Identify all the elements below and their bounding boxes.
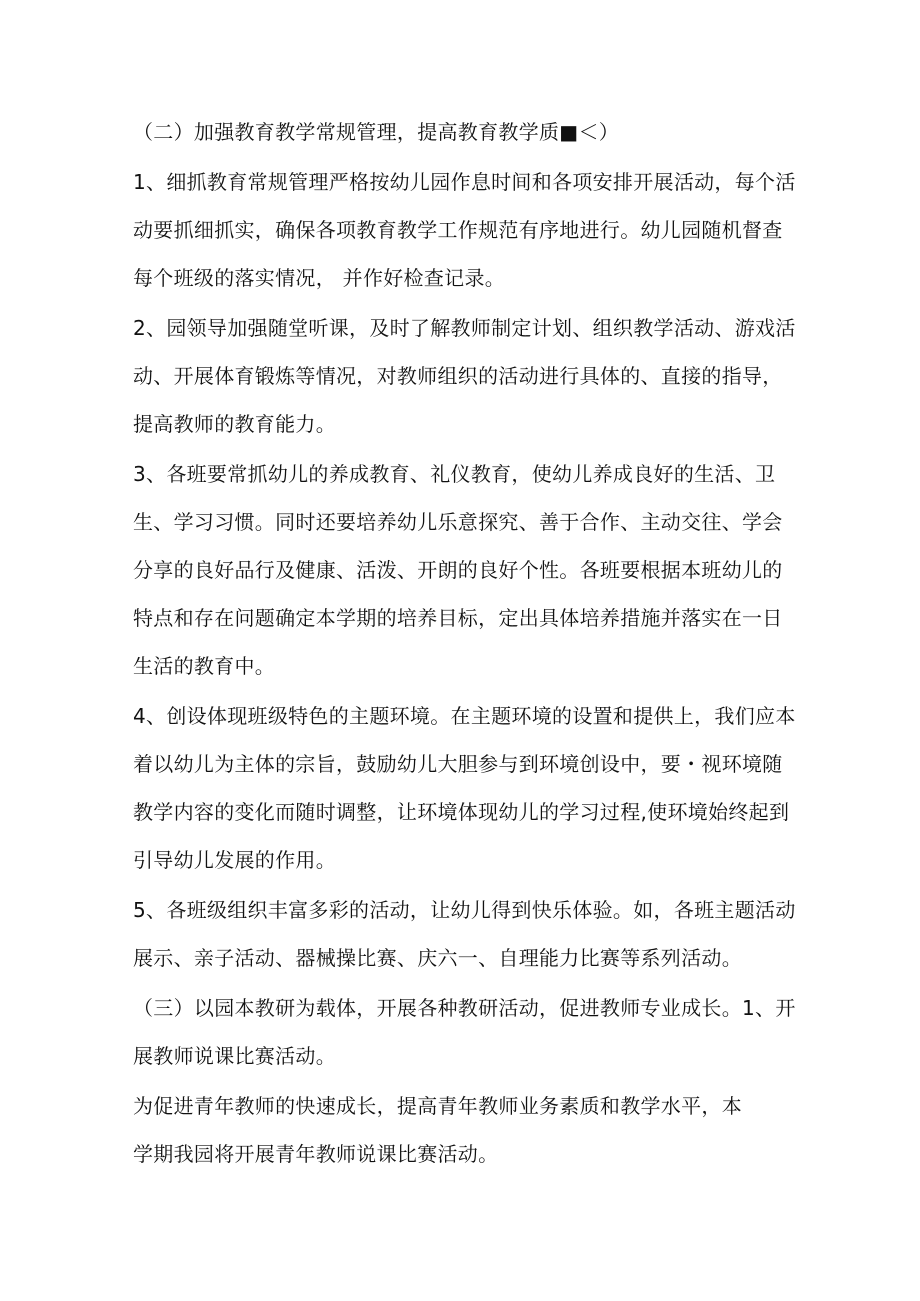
paragraph-2-line-2: 动、开展体育锻炼等情况，对教师组织的活动进行具体的、直接的指导， — [133, 364, 783, 388]
paragraph-6-line-1: 为促进青年教师的快速成长，提高青年教师业务素质和教学水平，本 — [133, 1094, 742, 1118]
paragraph-2-line-3: 提高教师的教育能力。 — [133, 412, 336, 436]
paragraph-6-line-2: 学期我园将开展青年教师说课比赛活动。 — [133, 1142, 499, 1166]
paragraph-4-line-4: 引导幼儿发展的作用。 — [133, 848, 336, 872]
paragraph-4-line-1: 4、创设体现班级特色的主题环境。在主题环境的设置和提供上，我们应本 — [133, 704, 796, 728]
paragraph-4-line-3: 教学内容的变化而随时调整，让环境体现幼儿的学习过程,使环境始终起到 — [133, 800, 790, 824]
paragraph-5-line-2: 展示、亲子活动、器械操比赛、庆六一、自理能力比赛等系列活动。 — [133, 946, 742, 970]
paragraph-2-line-1: 2、园领导加强随堂听课，及时了解教师制定计划、组织教学活动、游戏活 — [133, 316, 796, 340]
paragraph-1-line-1: 1、细抓教育常规管理严格按幼儿园作息时间和各项安排开展活动，每个活 — [133, 170, 796, 194]
paragraph-3-line-1: 3、各班要常抓幼儿的养成教育、礼仪教育，使幼儿养成良好的生活、卫 — [133, 462, 776, 486]
paragraph-3-line-2: 生、学习习惯。同时还要培养幼儿乐意探究、善于合作、主动交往、学会 — [133, 510, 783, 534]
heading-section-3-line-1: （三）以园本教研为载体，开展各种教研活动，促进教师专业成长。1、开 — [133, 996, 796, 1020]
paragraph-1-line-3: 每个班级的落实情况， 并作好检查记录。 — [133, 266, 506, 290]
paragraph-3-line-5: 生活的教育中。 — [133, 654, 276, 678]
paragraph-1-line-2: 动要抓细抓实，确保各项教育教学工作规范有序地进行。幼儿园随机督查 — [133, 218, 783, 242]
paragraph-5-line-1: 5、各班级组织丰富多彩的活动，让幼儿得到快乐体验。如，各班主题活动 — [133, 898, 796, 922]
heading-section-2: （二）加强教育教学常规管理，提高教育教学质■＜） — [133, 120, 620, 144]
paragraph-3-line-3: 分享的良好品行及健康、活泼、开朗的良好个性。各班要根据本班幼儿的 — [133, 558, 783, 582]
paragraph-3-line-4: 特点和存在问题确定本学期的培养目标，定出具体培养措施并落实在一日 — [133, 606, 783, 630]
paragraph-4-line-2: 着以幼儿为主体的宗旨，鼓励幼儿大胆参与到环境创设中，要・视环境随 — [133, 752, 783, 776]
heading-section-3-line-2: 展教师说课比赛活动。 — [133, 1044, 336, 1068]
